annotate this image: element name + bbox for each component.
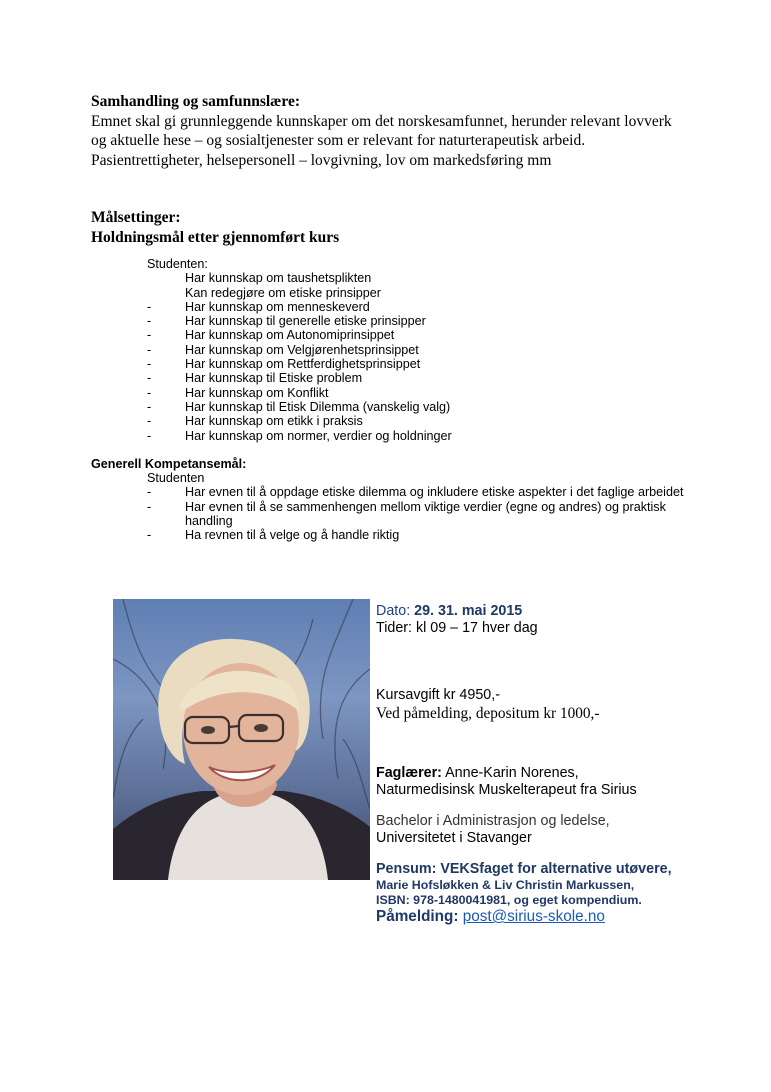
teacher-name: Anne-Karin Norenes,	[441, 765, 579, 781]
list-item	[147, 500, 707, 529]
list-item-text: Har kunnskap om etikk i praksis	[185, 414, 363, 429]
list-item	[147, 371, 452, 385]
teacher-photo	[113, 599, 370, 880]
dash-bullet: -	[147, 342, 152, 357]
goals-subtitle: Holdningsmål etter gjennomført kurs	[91, 228, 340, 246]
signup-email-link[interactable]: post@sirius-skole.no	[462, 908, 605, 925]
fee-line: Kursavgift kr 4950,-	[376, 687, 500, 703]
list-item-text: Har evnen til å se sammenhengen mellom viktige verdier (egne og andres) og praktisk handling	[185, 499, 666, 528]
competence-lead: Studenten	[147, 471, 205, 485]
list-item	[147, 429, 452, 443]
list-item	[147, 314, 452, 328]
dash-bullet: -	[147, 399, 152, 414]
teacher-label: Faglærer:	[376, 765, 442, 781]
date-line	[376, 603, 766, 620]
goals-section	[91, 208, 339, 247]
times-line: Tider: kl 09 – 17 hver dag	[376, 620, 538, 636]
teacher-role: Naturmedisinsk Muskelterapeut fra Sirius	[376, 782, 637, 798]
goals-title: Målsettinger:	[91, 209, 181, 226]
list-item	[147, 343, 452, 357]
dash-bullet: -	[147, 428, 152, 443]
dash-bullet: -	[147, 499, 152, 514]
intro-paragraph-line: og aktuelle hese – og sosialtjenester som er relevant for naturterapeutisk arbeid.	[91, 132, 586, 149]
dash-bullet: -	[147, 385, 152, 400]
dash-bullet: -	[147, 357, 152, 372]
list-item-text: Har kunnskap om Velgjørenhetsprinsippet	[185, 342, 419, 357]
list-item-text: Har kunnskap om normer, verdier og holdninger	[185, 428, 452, 443]
list-item-text: Har kunnskap om Autonomiprinsippet	[185, 328, 395, 343]
list-item: Har kunnskap om taushetsplikten	[185, 271, 372, 286]
dash-bullet: -	[147, 528, 152, 543]
list-item-text: Har evnen til å oppdage etiske dilemma og inkludere etiske aspekter i det faglige arbeidet	[185, 485, 684, 500]
list-item-text: Har kunnskap om Rettferdighetsprinsippet	[185, 357, 421, 372]
signup-line	[376, 908, 766, 926]
list-item-text: Har kunnskap til Etiske problem	[185, 371, 363, 386]
intro-paragraph-line: Pasientrettigheter, helsepersonell – lovgivning, lov om markedsføring mm	[91, 151, 552, 169]
portrait-illustration	[113, 599, 370, 880]
course-info	[376, 603, 766, 926]
list-item	[147, 386, 452, 400]
list-item	[147, 528, 707, 542]
list-item-text: Har kunnskap til generelle etiske prinsipper	[185, 314, 426, 329]
education-line: Universitetet i Stavanger	[376, 830, 532, 846]
list-item-text: Har kunnskap til Etisk Dilemma (vanskelig valg)	[185, 399, 451, 414]
curriculum-line: Pensum: VEKSfaget for alternative utøvere,	[376, 861, 672, 877]
date-label: Dato:	[376, 603, 415, 619]
competence-title: Generell Kompetansemål:	[91, 457, 247, 471]
list-item-text: Har kunnskap om menneskeverd	[185, 299, 370, 314]
dash-bullet: -	[147, 485, 152, 500]
intro-section	[91, 92, 711, 170]
deposit-line: Ved påmelding, depositum kr 1000,-	[376, 705, 600, 722]
list-item	[147, 357, 452, 371]
list-item	[147, 300, 452, 314]
left-eye	[201, 726, 215, 734]
intro-paragraph-line: Emnet skal gi grunnleggende kunnskaper om det norskesamfunnet, herunder relevant lovverk	[91, 112, 672, 130]
dash-bullet: -	[147, 299, 152, 314]
list-item	[147, 485, 707, 499]
date-value: 29. 31. mai 2015	[414, 603, 523, 619]
list-item-text: Ha revnen til å velge og å handle riktig	[185, 528, 400, 543]
dash-bullet: -	[147, 328, 152, 343]
attitude-list	[147, 257, 452, 443]
list-item	[147, 400, 452, 414]
teacher-line	[376, 765, 766, 782]
curriculum-line: ISBN: 978-1480041981, og eget kompendium.	[376, 893, 642, 907]
list-item-text: Har kunnskap om Konflikt	[185, 385, 329, 400]
signup-label: Påmelding:	[376, 908, 459, 925]
dash-bullet: -	[147, 371, 152, 386]
list-item	[147, 414, 452, 428]
curriculum-line: Marie Hofsløkken & Liv Christin Markussen,	[376, 878, 635, 892]
dash-bullet: -	[147, 414, 152, 429]
intro-title: Samhandling og samfunnslære:	[91, 93, 301, 110]
attitude-lead: Studenten:	[147, 257, 208, 271]
competence-list	[147, 471, 707, 542]
education-line: Bachelor i Administrasjon og ledelse,	[376, 813, 610, 829]
list-item: Kan redegjøre om etiske prinsipper	[185, 285, 381, 300]
dash-bullet: -	[147, 314, 152, 329]
right-eye	[254, 724, 268, 732]
list-item	[147, 328, 452, 342]
